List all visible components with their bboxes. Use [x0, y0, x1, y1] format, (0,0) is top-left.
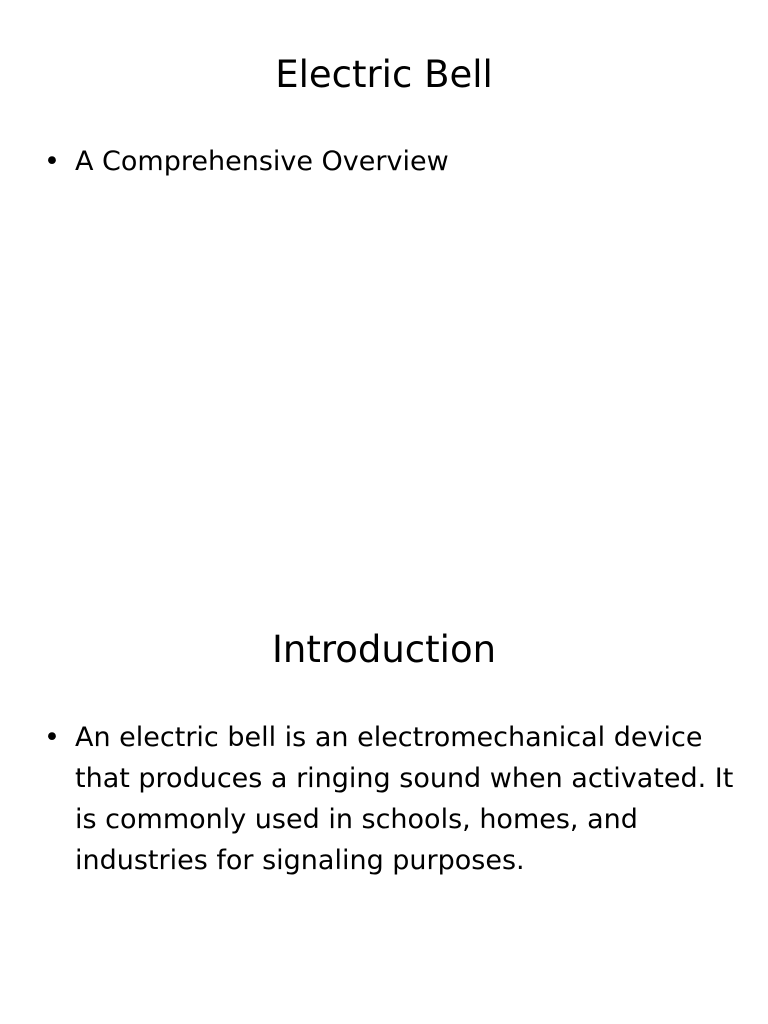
bullet-icon: •	[44, 146, 60, 177]
bullet-item	[44, 717, 734, 881]
bullet-item	[44, 141, 734, 182]
slide-title: Introduction	[271, 628, 497, 671]
bullet-text: An electric bell is an electromechanical device that produces a ringing sound when activated. It is commonly used in schools, homes, and industries for signaling purposes.	[75, 722, 734, 876]
bullet-list	[44, 141, 734, 182]
bullet-text: A Comprehensive Overview	[75, 146, 449, 177]
bullet-list	[44, 717, 734, 881]
slide-title: Electric Bell	[275, 53, 493, 96]
bullet-icon: •	[44, 722, 60, 753]
slide-2	[0, 576, 768, 1024]
